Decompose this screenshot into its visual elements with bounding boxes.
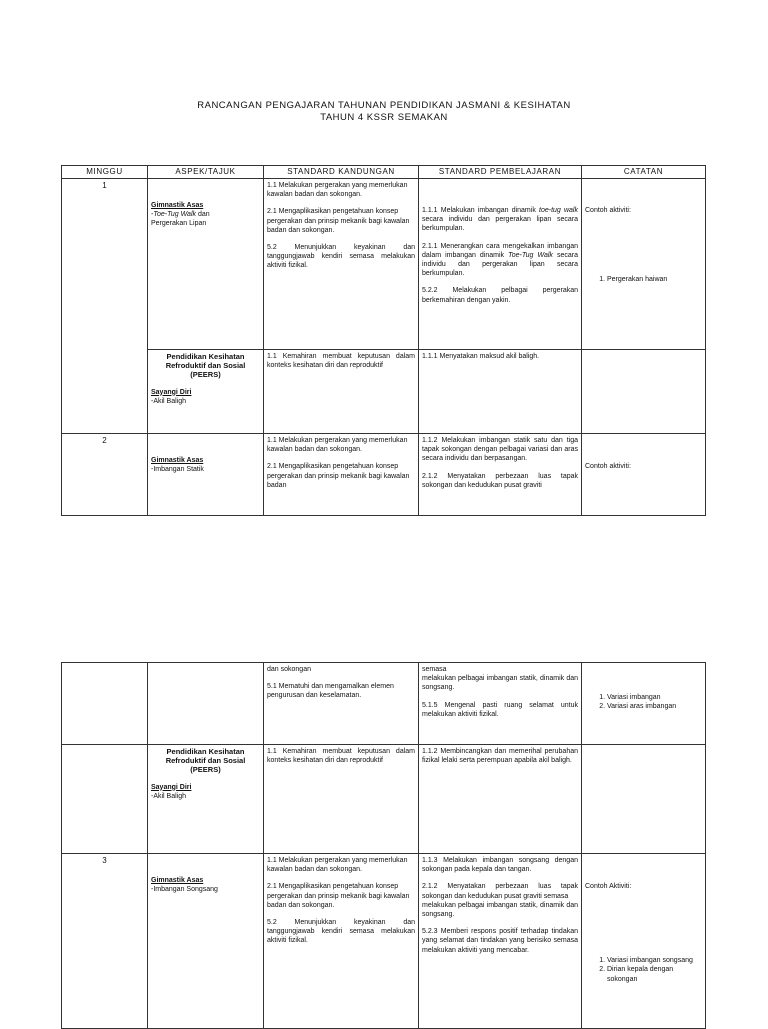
sk-item: 2.1 Mengaplikasikan pengetahuan konsep pergerakan dan prinsip mekanik bagi kawalan badan dan sokongan.	[267, 208, 410, 234]
aspek-cell	[148, 179, 264, 350]
catatan-cell	[582, 663, 706, 745]
week-cell: 1	[62, 179, 148, 434]
peers-abbr: (PEERS)	[190, 765, 221, 775]
aspek-title: Gimnastik Asas	[151, 457, 204, 464]
catatan-heading: Contoh aktiviti:	[585, 207, 631, 214]
col-header-sp: STANDARD PEMBELAJARAN	[419, 166, 582, 179]
week-cell	[62, 745, 148, 854]
aspek-cell	[148, 663, 264, 745]
sk-item: 5.2 Menunjukkan keyakinan dan tanggungjawab kendiri semasa melakukan aktiviti fizikal.	[267, 244, 415, 270]
sp-item: semasa	[422, 666, 447, 673]
aspek-title: Gimnastik Asas	[151, 202, 204, 209]
catatan-heading: Contoh Aktiviti:	[585, 883, 632, 890]
table-row	[62, 663, 706, 745]
week-cell	[62, 663, 148, 745]
col-header-sk: STANDARD KANDUNGAN	[264, 166, 419, 179]
sk-item: 5.2 Menunjukkan keyakinan dan tanggungjawab kendiri semasa melakukan aktiviti fizikal.	[267, 919, 415, 945]
header-row	[62, 166, 706, 179]
col-header-minggu: MINGGU	[62, 166, 148, 179]
aspek-text: -Akil Baligh	[151, 792, 187, 800]
table-row	[62, 350, 706, 434]
sk-cell	[264, 179, 419, 350]
plan-table-page2	[61, 662, 706, 1029]
sp-item: 5.2.3 Memberi respons positif terhadap tindakan yang selamat dan tindakan yang berisiko semasa melakukan aktiviti yang mencabar.	[422, 928, 578, 954]
week-cell: 2	[62, 434, 148, 516]
sk-cell: 1.1 Kemahiran membuat keputusan dalam konteks kesihatan diri dan reproduktif	[264, 745, 419, 854]
sk-item: 1.1 Melakukan pergerakan yang memerlukan kawalan badan dan sokongan.	[267, 857, 408, 874]
catatan-cell	[582, 350, 706, 434]
catatan-cell	[582, 854, 706, 1029]
document-title-line2: TAHUN 4 KSSR SEMAKAN	[320, 112, 448, 123]
aspek-subtitle: Sayangi Diri	[151, 783, 192, 791]
sk-cell	[264, 663, 419, 745]
table-row	[62, 179, 706, 350]
sp-item: 1.1.2 Melakukan imbangan statik satu dan tiga tapak sokongan dengan pelbagai variasi dan aras secara individu dan berpasangan.	[422, 437, 578, 463]
sk-item: 2.1 Mengaplikasikan pengetahuan konsep pergerakan dan prinsip mekanik bagi kawalan badan dan sokongan.	[267, 883, 410, 909]
sp-item: melakukan pelbagai imbangan statik, dinamik dan songsang.	[422, 901, 578, 919]
catatan-item: 2. Dirian kepala dengan sokongan	[607, 965, 702, 983]
catatan-item: 1. Variasi imbangan songsang	[607, 956, 702, 965]
peers-abbr: (PEERS)	[190, 370, 221, 380]
catatan-cell	[582, 745, 706, 854]
sp-item: 2.1.2 Menyatakan perbezaan luas tapak sokongan dan kedudukan pusat graviti	[422, 472, 578, 489]
aspek-cell	[148, 350, 264, 434]
sp-cell: 1.1.1 Menyatakan maksud akil baligh.	[419, 350, 582, 434]
catatan-cell	[582, 434, 706, 516]
sp-cell: 1.1.2 Membincangkan dan memerihal perubahan fizikal lelaki serta perempuan apabila akil baligh.	[419, 745, 582, 854]
sk-item: 2.1 Mengaplikasikan pengetahuan konsep pergerakan dan prinsip mekanik bagi kawalan badan	[267, 463, 410, 489]
aspek-italic: -Toe-Tug Walk	[151, 211, 196, 219]
sp-cell	[419, 854, 582, 1029]
table-row	[62, 434, 706, 516]
sk-item: dan sokongan	[267, 666, 311, 673]
sk-cell: 1.1 Kemahiran membuat keputusan dalam konteks kesihatan diri dan reproduktif	[264, 350, 419, 434]
aspek-text: Pergerakan Lipan	[151, 220, 207, 228]
sp-item: 5.2.2 Melakukan pelbagai pergerakan berkemahiran dengan yakin.	[422, 287, 578, 304]
aspek-title: Gimnastik Asas	[151, 877, 204, 884]
aspek-cell	[148, 434, 264, 516]
sp-cell	[419, 663, 582, 745]
sp-item: 1.1.3 Melakukan imbangan songsang dengan sokongan pada kepala dan tangan.	[422, 857, 578, 874]
sk-item: 5.1 Mematuhi dan mengamalkan elemen pengurusan dan keselamatan.	[267, 683, 394, 700]
table-row	[62, 745, 706, 854]
aspek-cell	[148, 745, 264, 854]
sp-cell	[419, 179, 582, 350]
week-cell: 3	[62, 854, 148, 1029]
aspek-text: dan	[196, 211, 210, 219]
sp-item: 1.1.1 Melakukan imbangan dinamik toe-tug walk secara individu dan pergerakan lipan secara berkumpulan.	[422, 207, 578, 233]
peers-title: Pendidikan Kesihatan Refroduktif dan Sosial	[165, 747, 246, 766]
aspek-subtitle: Sayangi Diri	[151, 388, 192, 396]
sp-item: melakukan pelbagai imbangan statik, dinamik dan songsang.	[422, 675, 578, 692]
sk-item: 1.1 Melakukan pergerakan yang memerlukan kawalan badan dan sokongan.	[267, 437, 408, 454]
aspek-text: -Akil Baligh	[151, 397, 187, 405]
sp-item: 2.1.1 Menerangkan cara mengekalkan imbangan dalam imbangan dinamik Toe-Tug Walk secara individu dan pergerakan lipan secara berkumpulan.	[422, 242, 578, 278]
document-title-line1: RANCANGAN PENGAJARAN TAHUNAN PENDIDIKAN JASMANI & KESIHATAN	[197, 100, 571, 111]
aspek-text: -Imbangan Songsang	[151, 886, 218, 894]
aspek-cell	[148, 854, 264, 1029]
catatan-cell	[582, 179, 706, 350]
catatan-item: 1. Pergerakan haiwan	[607, 275, 702, 284]
col-header-catatan: CATATAN	[582, 166, 706, 179]
sp-item: 2.1.2 Menyatakan perbezaan luas tapak sokongan dan kedudukan pusat graviti semasa	[422, 883, 578, 900]
catatan-item: 1. Variasi imbangan	[607, 693, 702, 702]
catatan-item: 2. Variasi aras imbangan	[607, 702, 702, 711]
table-row	[62, 854, 706, 1029]
peers-title: Pendidikan Kesihatan Refroduktif dan Sosial	[165, 352, 246, 371]
aspek-text: -Imbangan Statik	[151, 466, 204, 474]
catatan-heading: Contoh aktiviti:	[585, 463, 631, 470]
plan-table-page1	[61, 165, 706, 516]
sk-item: 1.1 Melakukan pergerakan yang memerlukan kawalan badan dan sokongan.	[267, 182, 408, 199]
col-header-aspek: ASPEK/TAJUK	[148, 166, 264, 179]
sk-cell	[264, 854, 419, 1029]
sp-cell	[419, 434, 582, 516]
sp-item: 5.1.5 Mengenal pasti ruang selamat untuk melakukan aktiviti fizikal.	[422, 701, 578, 718]
sk-cell	[264, 434, 419, 516]
